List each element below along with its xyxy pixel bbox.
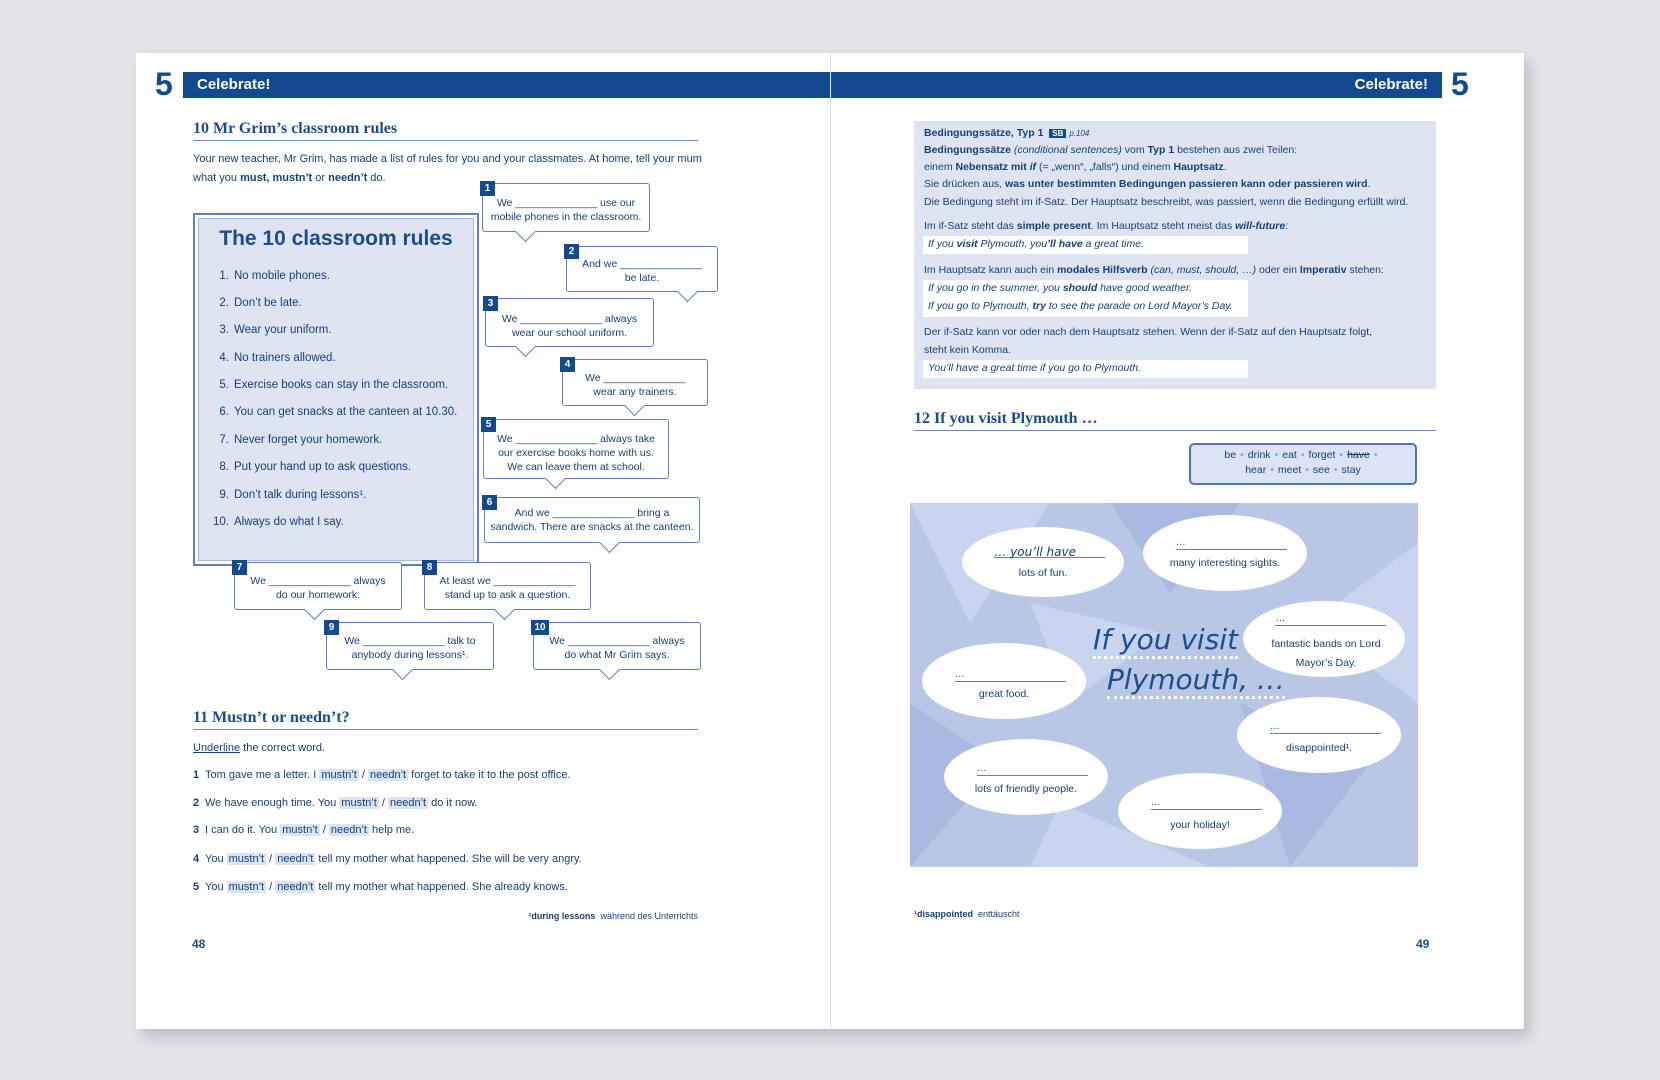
speech-bubble-8[interactable]: 8 At least we ______________ stand up to ask a question. xyxy=(424,562,591,610)
rule-item: 5. Exercise books can stay in the classroom. xyxy=(219,379,449,391)
section-12-title: 12 If you visit Plymouth … xyxy=(914,410,1436,431)
bubble-number: 9 xyxy=(324,620,339,635)
bubble-number: 8 xyxy=(422,560,437,575)
option-neednt[interactable]: needn’t xyxy=(369,769,407,781)
speech-bubble-2[interactable]: 2 And we ______________ be late. xyxy=(566,246,718,292)
speech-bubble-4[interactable]: 4 We ______________ wear any trainers. xyxy=(562,359,708,406)
unit-number: 5 xyxy=(155,66,173,102)
speech-bubble-9[interactable]: 9 We ______________ talk to anybody during lessons¹. xyxy=(326,622,494,670)
section-11-title: 11 Mustn’t or needn’t? xyxy=(193,709,698,730)
rule-item: 6. You can get snacks at the canteen at 10.30. xyxy=(219,406,458,418)
postcard-heading-line-1: If you visit xyxy=(1093,623,1238,659)
answer-oval[interactable]: … lots of friendly people. xyxy=(944,739,1108,815)
page-number: 48 xyxy=(192,937,206,951)
speech-bubble-10[interactable]: 10 We ______________ always do what Mr Grim says. xyxy=(533,622,701,670)
postcard-heading-line-2: Plymouth, … xyxy=(1107,663,1285,699)
option-mustnt[interactable]: mustn’t xyxy=(228,881,265,893)
rule-item: 8. Put your hand up to ask questions. xyxy=(219,461,412,473)
exercise-item: 2 We have enough time. You mustn’t / needn’t do it now. xyxy=(193,797,478,809)
intro-line-1: Your new teacher, Mr Grim, has made a list of rules for you and your classmates. At home, tell your mum xyxy=(193,153,702,165)
rule-item: 3. Wear your uniform. xyxy=(219,324,332,336)
speech-bubble-5[interactable]: 5 We ______________ always take our exercise books home with us. We can leave them at school. xyxy=(483,419,669,479)
book-spread xyxy=(136,53,1524,1029)
bubble-number: 10 xyxy=(531,620,549,635)
option-neednt[interactable]: needn’t xyxy=(277,853,314,865)
header-bar xyxy=(831,72,1442,98)
speech-bubble-6[interactable]: 6 And we ______________ bring a sandwich. There are snacks at the canteen. xyxy=(484,497,700,543)
rules-title: The 10 classroom rules xyxy=(219,227,453,250)
header-title: Celebrate! xyxy=(1354,76,1428,93)
bubble-number: 7 xyxy=(232,560,247,575)
rule-item: 1. No mobile phones. xyxy=(219,270,330,282)
bubble-number: 3 xyxy=(483,296,498,311)
exercise-item: 1 Tom gave me a letter. I mustn’t / needn’t forget to take it to the post office. xyxy=(193,769,571,781)
header-title: Celebrate! xyxy=(197,76,271,93)
unit-number: 5 xyxy=(1451,66,1469,102)
grammar-box: Bedingungssätze, Typ 1 SB p.104 Bedingungssätze (conditional sentences) vom Typ 1 bestehen aus zwei Teilen: einem Nebensatz mit if (= „wenn“, „falls“) und einem Hauptsatz. Sie drücken aus, was unter bestimmten Bedingungen passieren kann oder passieren wird. Die Bedingung steht im if-Satz. Der Hauptsatz beschreibt, was passiert, wenn die Bedingung erfüllt wird. Im if-Satz steht das simple present. Im Hauptsatz steht meist das will-future: If you visit Plymouth, you’ll have a great time. Im Hauptsatz kann auch ein modales Hilfsverb (can, must, should, …) oder ein Imperativ stehen: If you go in the summer, you should have good weather. If you go to Plymouth, try to see the parade on Lord Mayor’s Day. Der if-Satz kann vor oder nach dem Hauptsatz stehen. Wenn der if-Satz auf den Hauptsatz folgt, steht kein Komma. You’ll have a great time if you go to Plymouth. xyxy=(914,121,1436,389)
rule-item: 4. No trainers allowed. xyxy=(219,352,336,364)
answer-oval[interactable]: … disappointed¹. xyxy=(1237,697,1401,773)
bubble-number: 5 xyxy=(481,417,496,432)
option-mustnt[interactable]: mustn’t xyxy=(341,797,377,809)
exercise-item: 3 I can do it. You mustn’t / needn’t help me. xyxy=(193,824,415,836)
answer-oval[interactable]: … great food. xyxy=(922,643,1086,719)
bubble-number: 2 xyxy=(564,244,579,259)
header-bar xyxy=(183,72,830,98)
intro-neednt: needn’t xyxy=(328,172,368,184)
postcard xyxy=(910,503,1418,867)
speech-bubble-3[interactable]: 3 We ______________ always wear our school uniform. xyxy=(485,298,654,347)
option-mustnt[interactable]: mustn’t xyxy=(321,769,357,781)
intro-must: must, mustn’t xyxy=(240,172,313,184)
bubble-number: 6 xyxy=(482,495,497,510)
bubble-number: 4 xyxy=(560,357,575,372)
left-page xyxy=(136,53,830,1029)
answer-oval[interactable]: … you’ll have lots of fun. xyxy=(962,527,1124,597)
rule-item: 9. Don’t talk during lessons¹. xyxy=(219,489,367,501)
intro-or: or xyxy=(312,172,329,184)
section-10-title: 10 Mr Grim’s classroom rules xyxy=(193,120,698,141)
rule-item: 2. Don’t be late. xyxy=(219,297,302,309)
rule-item: 7. Never forget your homework. xyxy=(219,434,383,446)
word-box: be • drink • eat • forget • have • hear • meet • see • stay xyxy=(1189,443,1417,485)
option-mustnt[interactable]: mustn’t xyxy=(228,853,265,865)
option-neednt[interactable]: needn’t xyxy=(389,797,427,809)
speech-bubble-7[interactable]: 7 We ______________ always do our homework. xyxy=(234,562,402,610)
section-11-instruction: Underline the correct word. xyxy=(193,742,326,754)
answer-oval[interactable]: … many interesting sights. xyxy=(1143,515,1307,591)
bubble-number: 1 xyxy=(480,181,495,196)
right-page xyxy=(831,53,1525,1029)
option-neednt[interactable]: needn’t xyxy=(277,881,314,893)
intro-line-2a: what you xyxy=(193,172,241,184)
answer-oval[interactable]: … your holiday! xyxy=(1118,773,1282,849)
option-mustnt[interactable]: mustn’t xyxy=(282,824,318,836)
sb-tag: SB xyxy=(1049,129,1066,138)
exercise-item: 5 You mustn’t / needn’t tell my mother what happened. She already knows. xyxy=(193,881,568,893)
speech-bubble-1[interactable]: 1 We ______________ use our mobile phones in the classroom. xyxy=(482,183,650,232)
exercise-item: 4 You mustn’t / needn’t tell my mother what happened. She will be very angry. xyxy=(193,853,582,865)
footnote: ¹during lessons während des Unterrichts xyxy=(528,911,698,921)
grammar-title: Bedingungssätze, Typ 1 SB p.104 xyxy=(924,127,1090,139)
rule-item: 10. Always do what I say. xyxy=(213,516,344,528)
intro-do: do. xyxy=(367,172,386,184)
answer-oval[interactable]: … fantastic bands on Lord Mayor’s Day. xyxy=(1243,601,1405,677)
page-number: 49 xyxy=(1416,937,1430,951)
option-neednt[interactable]: needn’t xyxy=(330,824,367,836)
classroom-rules-box xyxy=(193,213,479,566)
footnote: ¹disappointed enttäuscht xyxy=(914,909,1020,919)
